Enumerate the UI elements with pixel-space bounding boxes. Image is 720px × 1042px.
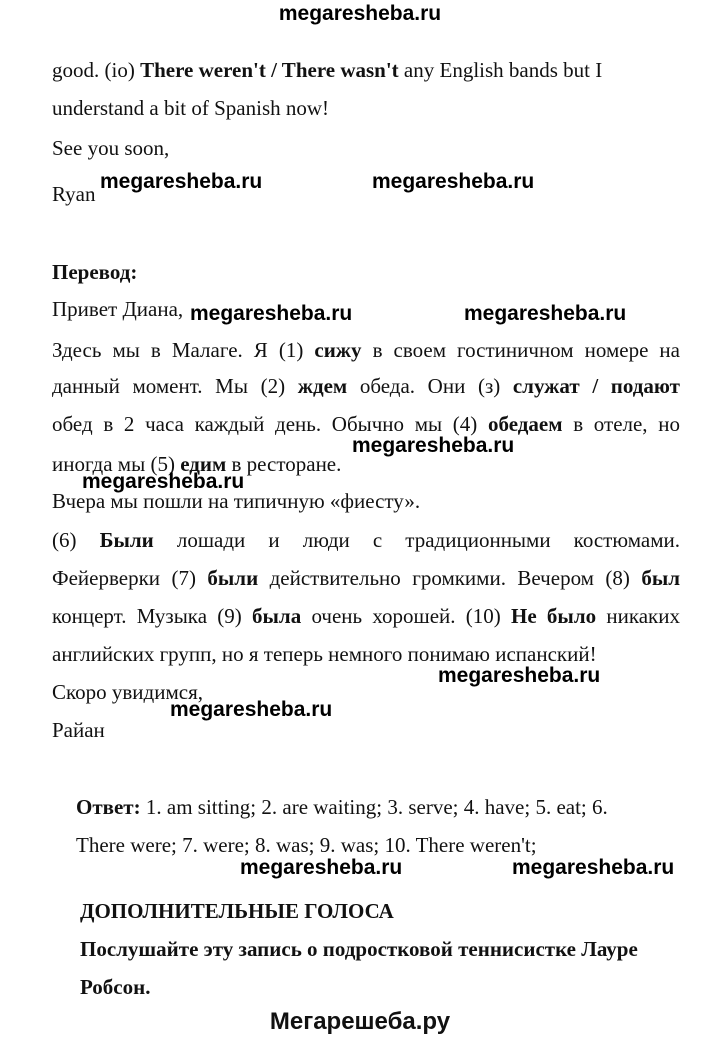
translation-signature: Райан	[52, 718, 105, 742]
extra-title: ДОПОЛНИТЕЛЬНЫЕ ГОЛОСА	[80, 899, 394, 923]
translation-line-8: концерт. Музыка (9) была очень хорошей. (10) Не было никаких	[52, 604, 680, 628]
english-text: good. (io)	[52, 58, 141, 82]
watermark: megaresheba.ru	[190, 302, 353, 325]
translation-line-5: Вчера мы пошли на типичную «фиесту».	[52, 489, 421, 513]
english-answer-bold: There weren't / There wasn't	[140, 58, 399, 82]
watermark: megaresheba.ru	[240, 856, 403, 879]
watermark: megaresheba.ru	[170, 698, 333, 721]
translation-greeting: Привет Диана,	[52, 297, 184, 321]
answer-line-2: There were; 7. were; 8. was; 9. was; 10. There weren't;	[76, 833, 537, 857]
answer-label: Ответ:	[76, 795, 141, 819]
extra-line-1: Послушайте эту запись о подростковой теннисистке Лауре	[80, 937, 638, 961]
watermark: megaresheba.ru	[82, 470, 245, 493]
english-line-3: See you soon,	[52, 136, 170, 160]
english-line-2: understand a bit of Spanish now!	[52, 96, 330, 120]
translation-line-7: Фейерверки (7) были действительно громкими. Вечером (8) был	[52, 566, 680, 590]
english-text: any English bands but I	[398, 58, 603, 82]
translation-line-10: Скоро увидимся,	[52, 680, 203, 704]
translation-line-9: английских групп, но я теперь немного понимаю испанский!	[52, 642, 597, 666]
translation-line-4: иногда мы (5) едим в ресторане.	[52, 452, 342, 476]
answer-line-1	[76, 795, 608, 820]
translation-heading: Перевод:	[52, 260, 138, 284]
translation-line-3: обед в 2 часа каждый день. Обычно мы (4) обедаем в отеле, но	[52, 412, 680, 436]
site-footer: Мегарешеба.ру	[269, 1008, 451, 1035]
watermark: megaresheba.ru	[464, 302, 627, 325]
extra-line-2: Робсон.	[80, 975, 151, 999]
watermark: megaresheba.ru	[100, 170, 263, 193]
answer-text: 1. am sitting; 2. are waiting; 3. serve; 4. have; 5. eat; 6.	[140, 795, 608, 819]
watermark: megaresheba.ru	[352, 434, 515, 457]
english-signature: Ryan	[52, 182, 96, 206]
english-line-1	[52, 58, 602, 83]
watermark: megaresheba.ru	[438, 664, 601, 687]
watermark: megaresheba.ru	[512, 856, 675, 879]
site-header: megaresheba.ru	[278, 2, 442, 25]
translation-line-1: Здесь мы в Малаге. Я (1) сижу в своем гостиничном номере на	[52, 338, 680, 362]
translation-line-6: (6) Были лошади и люди с традиционными костюмами.	[52, 528, 680, 552]
translation-line-2: данный момент. Мы (2) ждем обеда. Они (з) служат / подают	[52, 374, 680, 398]
watermark: megaresheba.ru	[372, 170, 535, 193]
